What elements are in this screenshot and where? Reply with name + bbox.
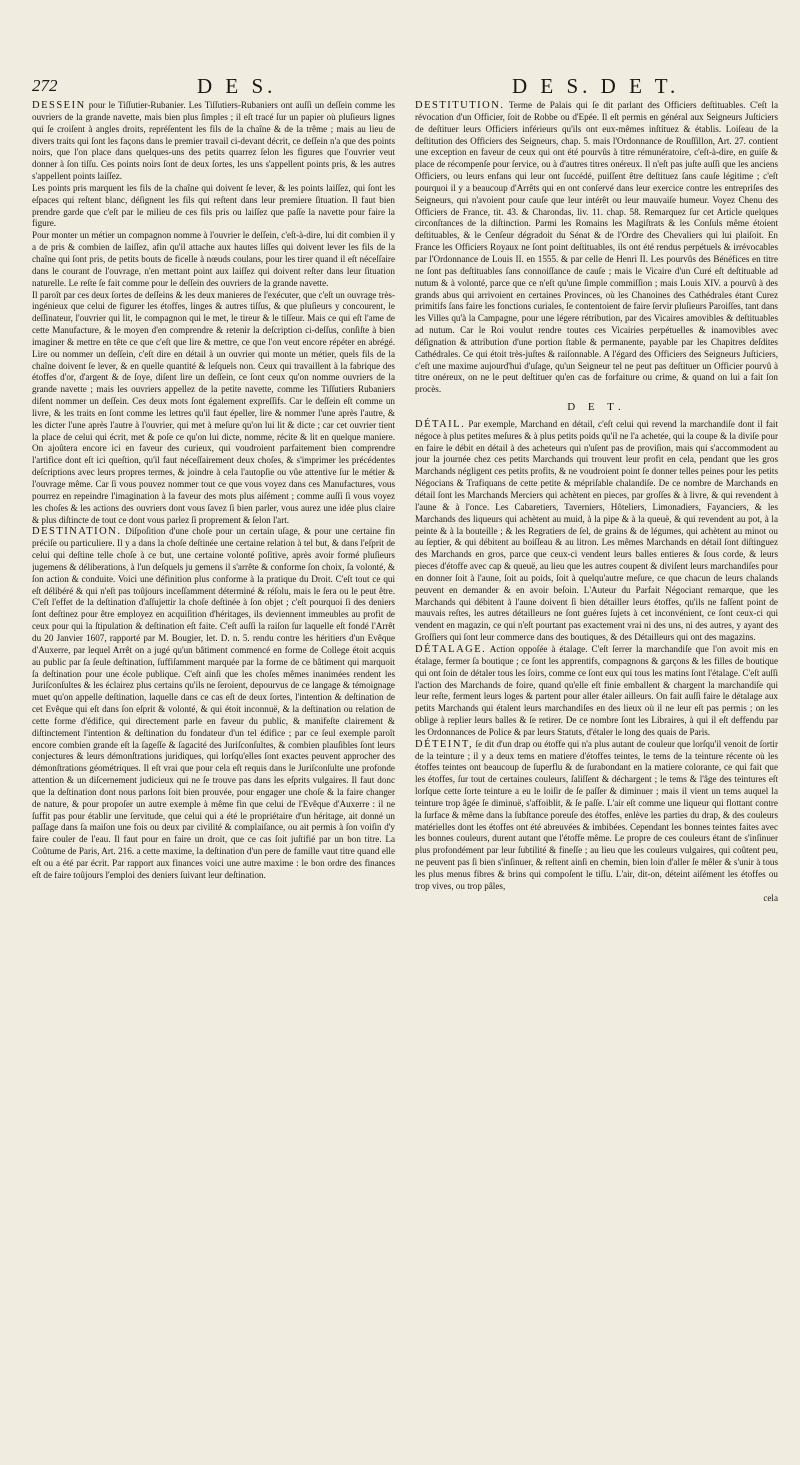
entry-dessein	[32, 100, 395, 183]
running-title-left: D E S.	[197, 74, 277, 98]
entry-text: pour le Tiſſutier-Rubanier. Les Tiſſutiers-Rubaniers ont auſſi un deſſein comme les ouvriers de la grande navette, mais bien plus ſimples ; il eſt tracé ſur un papier où pluſieurs lignes qui ſe croiſent à angles droits, repréſentent les fils de la chaîne & de la trême ; mais au lieu de divers traits qui ſont les façons dans le premier travail ci-devant décrit, ce deſſein n'a que des points noirs, que l'on place dans quelques-uns des petits quarrez ſelon les figures que l'ouvrier veut donner à ſon tiſſu. Ces points noirs ſont de deux ſortes, les uns s'appellent points pris, & les autres s'appellent points laiſſez.	[32, 100, 395, 182]
text-columns	[32, 100, 778, 1445]
right-column	[415, 100, 778, 1445]
left-column	[32, 100, 395, 1445]
entry-detail	[415, 419, 778, 644]
page-number: 272	[32, 76, 58, 95]
paragraph: Il paroît par ces deux ſortes de deſſeins & les deux manieres de l'exécuter, que c'eſt un ouvrage très-ingénieux que celui de figurer les étoffes, linges & autres tiſſus, & que pluſieurs y concourent, le deſſinateur, l'ouvrier qui lit, le compagnon qui le met, le tireur & le tiſſeur. Mais ce qui eſt l'ame de cette Manufacture, & le moyen d'en comprendre & retenir la deſcription ci-deſſus, conſiſte à bien imaginer & mettre en tête ce que c'eſt que lire & mettre, ce que l'on veut encore répéter en abrégé. Lire ou nommer un deſſein, c'eſt dire en détail à un ouvrier qui monte un métier, quels fils de la chaîne doivent ſe lever, & en quelle quantité & leſquels non. Ceux qui travaillent à la fabrique des étoffes d'or, d'argent & de ſoye, diſent lire un deſſein, ce ſont ceux qu'on nomme ouvriers de la grande navette ; mais les ouvriers appellez de la petite navette, comme les Tiſſutiers Rubaniers diſent nommer un deſſein. Ces deux mots ſont également expreſſifs. Car le deſſein eſt comme un livre, & les traits en ſont comme les lettres qu'il faut épeller, lire & nommer l'une après l'autre, & les dicter l'une après l'autre à l'ouvrier, qui met à meſure qu'on lui lit & dicte ; car cet ouvrier tient la place de celui qui écrit, met & poſe ce qu'on lui dicte, nomme, récite & lit en quelque maniere. On ajoûtera encore ici en faveur des curieux, qui voudroient parfaitement bien comprendre l'artifice dont eſt ici queſtion, qu'il faut néceſſairement deux choſes, & s'imprimer les précédentes deſcriptions avec leurs propres termes, & joindre à cela l'autopſie ou vûe attentive ſur le métier & l'ouvrage même. Car ſi vous pouvez nommer tout ce que vous voyez dans ces Manufactures, vous pourrez en repeindre l'imagination à la faveur des mots plus aiſément ; comme auſſi ſi vous voyez les choſes & les actions des ouvriers dont vous ſavez ſi bien parler, vous aurez une idée plus claire & plus diſtincte de tout ce dont vous parlez ſi proprement & ſelon l'art.	[32, 289, 395, 525]
entry-headword: DESSEIN	[32, 100, 86, 111]
entry-headword: DESTINATION.	[32, 526, 122, 538]
paragraph: Les points pris marquent les fils de la chaîne qui doivent ſe lever, & les points laiſſez, qui ſont les eſpaces qui reſtent blanc, déſignent les fils qui reſtent dans leur premiere ſituation. Il faut bien prendre garde que c'eſt par le milieu de ces fils pris ou laiſſez que paſſe la navette pour faire la figure.	[32, 182, 395, 229]
entry-headword: DÉTALAGE.	[415, 643, 487, 655]
catchword: cela	[763, 892, 778, 903]
entry-headword: DESTITUTION.	[415, 100, 505, 111]
entry-headword: DÉTEINT,	[415, 738, 474, 750]
section-heading: D E T.	[567, 401, 626, 414]
paragraph: Pour monter un métier un compagnon nomme à l'ouvrier le deſſein, c'eſt-à-dire, lui dit combien il y a de pris & combien de laiſſez, afin qu'il attache aux hautes liſſes qui doivent lever les fils de la chaîne qui ſont pris, de petits bouts de ficelle à nœuds coulans, pour les tirer quand il eſt néceſſaire dans le courant de l'ouvrage, n'en mettant point aux laiſſez qui doivent reſter dans leur ſituation naturelle. Le reſte ſe fait comme pour le deſſein des ouvriers de la grande navette.	[32, 230, 395, 288]
entry-destination	[32, 526, 395, 881]
entry-text: Par exemple, Marchand en détail, c'eſt celui qui revend la marchandiſe dont il fait négoce à plus petites meſures & à plus petits poids qu'il ne l'a achetée, qui la coupe & la diviſe pour en faire le débit en détail à des acheteurs qui n'uſent pas de proviſion, mais qui s'accommodent au jour la journée chez ces petits Marchands qui trouvent leur profit en cela, pendant que les gros Marchands négligent ces petits profits, & ne voudroient point ſe donner telles peines pour les petits Négocians & Trafiquans de cette petite & mépriſable chalandiſe. De ce nombre de Marchands en détail ſont les Marchands Merciers qui achètent en pieces, par groſſes & à livre, & qui revendent à l'aune & à l'once. Les Cabaretiers, Taverniers, Hôteliers, Limonadiers, Fayanciers, & les Marchands des liqueurs qui achètent au muid, à la pipe & à la queuë, & qui revendent au pot, à la peinte & à la bouteille ; & les Regratiers de ſel, de grains & de légumes, qui achètent au minot ou au ſeptier, & qui débitent au boiſſeau & au litron. Les mêmes Marchands en détail ſont diſtinguez des Marchands en gros, parce que ceux-ci vendent leurs balles entieres & ſous corde, & leurs pieces d'étoffe avec cap & queuë, au lieu que les autres coupent & diviſent leurs marchandiſes pour en donner ſoit à l'aune, ſoit au poids, ſoit à quelqu'autre meſure, ce que chacun de leurs chalands peuvent en demander & en avoir beſoin. L'Auteur du Parfait Négociant remarque, que les Marchands qui débitent à l'aune doivent ſi bien détailler leurs étoffes, qu'ils ne faſſent point de mauvais reſtes, les autres détailleurs ne ſont guéres ſujets à cet inconvénient, ce ſont ceux-ci qui vendent en magazin, ce qui n'eſt pourtant pas exactement vrai ni des uns, ni des autres, y ayant des Groſſiers qui ſont leur commerce dans des boutiques, & des Détailleurs qui ont des magazins.	[415, 418, 778, 643]
entry-detalage	[415, 644, 778, 739]
entry-deteint	[415, 739, 778, 893]
entry-text: Terme de Palais qui ſe dit parlant des Officiers deſtituables. C'eſt la révocation d'un Officier, ſoit de Robbe ou d'Epée. Il eſt permis en général aux Seigneurs Juſticiers de deſtituer leurs Officiers inférieurs qu'ils ont eux-mêmes inſtituez & établis. Loiſeau de la deſtitution des Officiers des Seigneurs, chap. 5. mais l'Ordonnance de Rouſſillon, Art. 27. contient une exception en faveur de ceux qui ont été pourvûs à titre rémunératoire, c'eſt-à-dire, en guiſe & place de récompenſe pour ſervice, ou à d'autres titres onéreux. Il n'eſt pas juſte auſſi que les anciens Officiers, ou leurs enfans qui leur ont ſuccédé, puiſſent être deſtituez ſans cauſe légitime ; c'eſt pourquoi il y a beaucoup d'Arrêts qui en ont conſervé dans leur exercice contre les entrepriſes des Seigneurs, qui n'avoient pour cauſe que leur intérêt ou leur mauvaiſe humeur. Voyez Chenu des Officiers de France, tit. 43. & Charondas, liv. 11. chap. 58. Remarquez ſur cet Article quelques circonſtances de la diſtinction. Parmi les Romains les Magiſtrats & les Conſuls même étoient deſtituables, & le Cenſeur dégradoit du Sénat & de l'Ordre des Chevaliers qui lui plaiſoit. En France les Officiers Royaux ne ſont point deſtituables, ils ont été rendus perpétuels & irrévocables par l'Ordonnance de Louis II. en 1555. & par celle de Henri II. Les pourvûs des Bénéfices en titre ne ſont pas deſtituables ſans connoiſſance de cauſe ; mais le Vicaire d'un Curé eſt deſtituable ad nutum & à volonté, parce que ce n'eſt qu'une ſimple commiſſion ; mais Louis XIV. a pourvû à des grands abus qui arrivoient en certaines Provinces, où les Chanoines des Cathédrales étant Curez primitifs ſans faire les fonctions curiales, ſe contentoient de faire ſervir pluſieurs Paroiſſes, tant dans les Villes qu'à la Campagne, pour une légere rétribution, par des Vicaires amovibles & deſtituables ad nutum. Car le Roi voulut rendre toutes ces Vicairies perpétuelles & inamovibles avec déſignation & attribution d'une portion ſtable & permanente, payable par les Chapitres deſdites Cathédrales. Ce qui étoit très-juſtes & raiſonnable. A l'égard des Officiers des Seigneurs Juſticiers, c'eſt une maxime aujourd'hui d'uſage, qu'un Seigneur tel ne peut pas deſtituer un Officier pourvû à titre onéreux, on ne le peut deſtituer qu'en cas de forfaiture ou crime, & quand on lui a fait ſon procès.	[415, 100, 778, 395]
running-title-right: D E S. D E T.	[512, 74, 680, 98]
entry-text: Action oppoſée à étalage. C'eſt ſerrer la marchandiſe que l'on avoit mis en étalage, fermer ſa boutique ; ce ſont les apprentifs, compagnons & garçons & les filles de boutique qui ont ſoin de détaler tous les ſoirs, comme ce ſont eux qui tous les matins ſont l'étalage. C'eſt auſſi l'action des Marchands de foire, quand qu'elle eſt finie emballent & chargent la marchandiſe qui leur reſte, ferment leurs loges & partent pour aller étaler ailleurs. On fait auſſi faire le détalage aux petits Marchands qui étalent leurs marchandiſes en des lieux où il ne leur eſt pas permis ; on les oblige à replier leurs balles & ſe retirer. De ce nombre ſont les Libraires, à qui il eſt deffendu par les Ordonnances de Police & par leurs Statuts, d'étaler le long des quais de Paris.	[415, 643, 778, 737]
entry-destitution	[415, 100, 778, 396]
entry-text: Diſpoſition d'une choſe pour un certain uſage, & pour une certaine fin préciſe ou particuliere. Il y a dans la choſe deſtinée une certaine relation à tel but, & dans l'eſprit de celui qui deſtine telle choſe à ce but, une certaine volonté poſitive, après avoir formé pluſieurs jugemens & déliberations, à l'un deſquels ju gemens il s'arrête & conforme ſon choix, ſa volonté, & ſon action & conduite. Voici une définition plus conforme à la pratique du Droit. C'eſt tout ce qui eſt délibéré & qui n'eſt pas toûjours inceſſamment déterminé & réſolu, mais le ſera ou le peut être. C'eſt l'effet de la deſtination d'aſſujettir la choſe deſtinée à ſon objet ; c'eſt pourquoi ſi des deniers ſont deſtinez pour être employez en acquiſition d'héritages, ils deviennent immeubles au profit de ceux pour qui la ſtipulation & deſtination eſt faite. C'eſt auſſi la raiſon ſur laquelle eſt fondé l'Arrêt du 20 Janvier 1607, rapporté par M. Bougier, let. D. n. 5. rendu contre les héritiers d'un Evêque d'Auxerre, par lequel Arrêt on a jugé qu'un bâtiment commencé en forme de College étoit acquis au public par ſa ſeule deſtination, ſuffiſamment marquée par la forme de ce bâtiment qui marquoit ſa deſtination pour une école publique. C'eſt ainſi que les choſes mêmes inanimées rendent les Juriſconſultes & les éclairez plus certains qu'ils ne ſeroient, depourvus de ce langage & témoignage muet qu'on appelle deſtination, laquelle dans ce cas eſt de deux ſortes, l'intention & deſtination de cet Evêque qui eſt dans ſon eſprit & volonté, & qui étoit inconnuë, & la deſtination ou relation de cette forme d'édifice, qui directement parle en faveur du public, & manifeſte clairement & diſtinctement l'intention & deſtination du fondateur d'un tel édifice ; par ce ſeul exemple paroît encore combien grande eſt la ſageſſe & ſagacité des Juriſconſultes, & combien plauſibles ſont leurs conjectures & leurs démonſtrations juridiques, qui lorſqu'elles ſont exactes peuvent approcher des démonſtrations géométriques. Il eſt vrai que pour cela eſt requis dans le Juriſconſulte une profonde attention & un diſcernement judicieux qui ne ſe trouve pas dans les eſprits vulgaires. Il faut donc que la deſtination dont nous parlons ſoit bien prouvée, pour engager une choſe & la faire changer de nature, & pour propoſer un autre exemple à même fin que celui de l'Evêque d'Auxerre : il ne ſuffit pas pour établir une ſervitude, que celui qui a été le propriétaire d'un héritage, ait donné un paſſage dans ſa maiſon une fois ou deux par civilité & complaiſance, ou ait permis à ſon voiſin d'y faire couler de l'eau. Il faut pour en faire un droit, que ce cas ſoit juſtifié par un bon titre. La Coûtume de Paris, Art. 216. a cette maxime, la deſtination d'un pere de famille vaut titre quand elle eſt ou a été par écrit. Par rapport aux finances voici une autre maxime : le bon ordre des finances eſt de faire toûjours l'emploi des deniers ſuivant leur deſtination.	[32, 526, 395, 880]
entry-text: ſe dit d'un drap ou étoffe qui n'a plus autant de couleur que lorſqu'il venoit de ſortir de la teinture ; il y a deux tems en matiere d'étoffes teintes, le tems de la teinture récente où les étoffes teintes ont beaucoup de ſuperflu & de ſurabondant en la matiere colorante, ce qui fait que les étoffes, ſur tout de certaines couleurs, ſaliſſent & déchargent ; le tems & l'âge des teintures eſt lorſque cette ſorte teinture a eu le loiſir de ſe paſſer & diminuer ; mais il vient un tems auquel la teinture trop âgée ſe diminuë, s'affoiblit, & ſe paſſe. L'air eſt comme une liqueur qui flottant contre la ſurface & même dans la ſubſtance poreuſe des étoffes, enlève les parties du drap, & des couleurs matérielles dont les étoffes ont été abreuvées & imbibées. Cependant les bonnes teintes faites avec les bonnes couleurs, durent autant que l'étoffe même. Le propre de ces couleurs étant de s'inſinuer plus profondément par leur ſubtilité & fineſſe ; au lieu que les couleurs vulgaires, qui coûtent peu, ne peuvent pas ſi bien s'inſinuer, & reſtent ainſi en chemin, bien loin d'aller ſe mêler & s'unir à tous les plus menus fibres & brins qui compoſent le tiſſu. L'air, dit-on, déteint aiſément les étoffes ou trop vives, ou trop pâles,	[415, 738, 778, 891]
entry-headword: DÉTAIL.	[415, 418, 466, 430]
running-head	[32, 74, 778, 98]
